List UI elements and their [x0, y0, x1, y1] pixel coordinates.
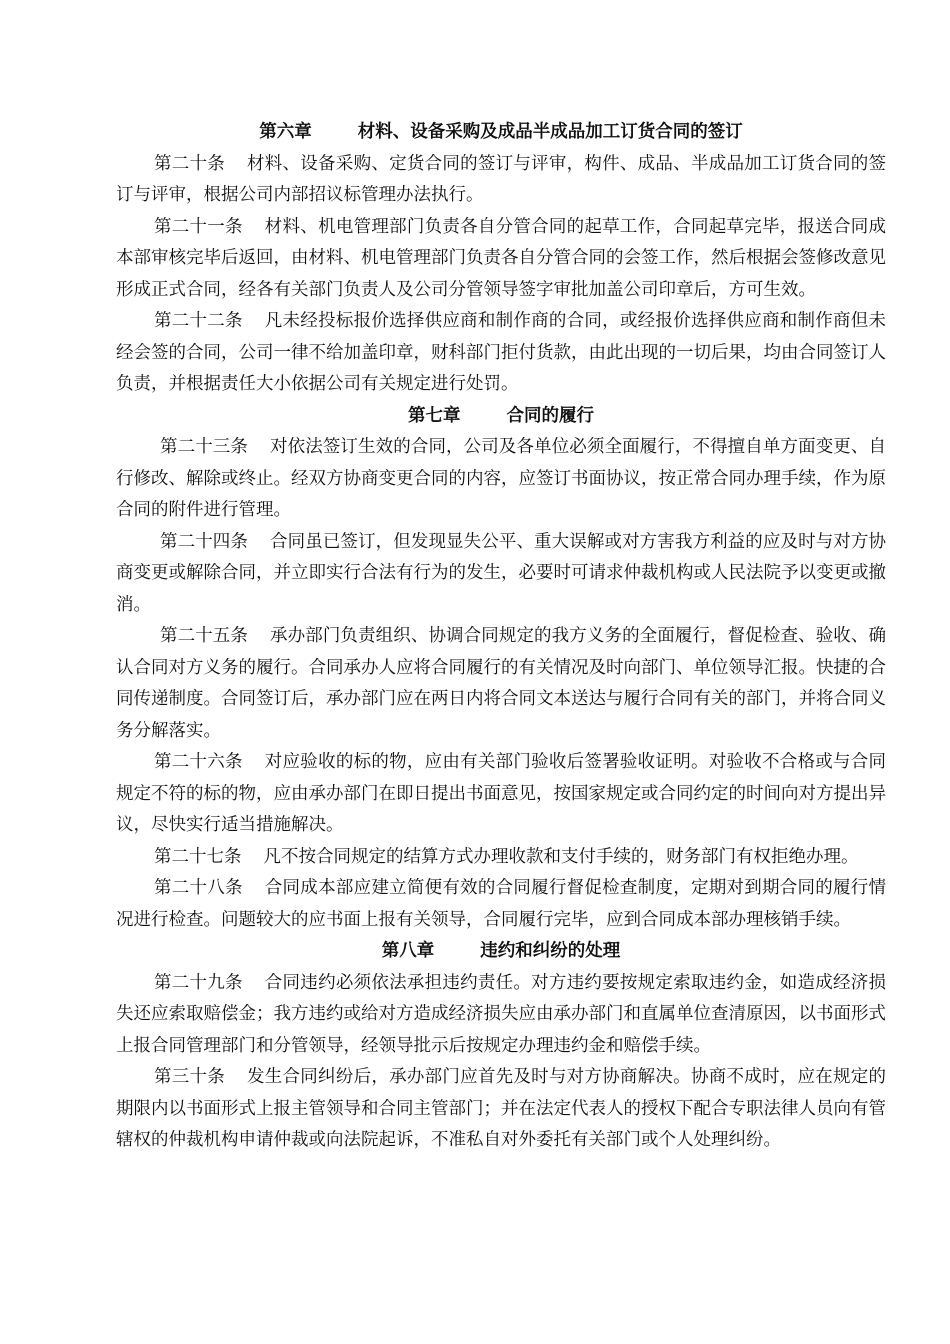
- article-27: [116, 842, 886, 874]
- article-number: 第二十二条: [154, 311, 243, 331]
- article-text: 凡不按合同规定的结算方式办理收款和支付手续的，财务部门有权拒绝办理。: [263, 846, 859, 867]
- chapter-heading-8: [116, 936, 886, 968]
- chapter-heading-7: [116, 401, 886, 433]
- article-22: [116, 306, 886, 401]
- article-number: 第二十七条: [154, 846, 242, 867]
- article-number: 第二十九条: [154, 972, 243, 993]
- article-30: [116, 1062, 886, 1157]
- article-29: [116, 968, 886, 1063]
- chapter-number: 第八章: [381, 941, 435, 961]
- article-number: 第二十五条: [160, 626, 249, 646]
- chapter-heading-6: [116, 117, 886, 149]
- document-page: [116, 117, 886, 1157]
- chapter-title: 合同的履行: [506, 405, 594, 426]
- article-number: 第二十八条: [154, 878, 243, 898]
- article-25: [116, 621, 886, 747]
- article-text: 合同成本部应建立简便有效的合同履行督促检查制度，定期对到期合同的履行情况进行检查。问题较大的应书面上报有关领导，合同履行完毕，应到合同成本部办理核销手续。: [116, 878, 887, 930]
- article-number: 第二十四条: [160, 531, 249, 552]
- article-number: 第二十一条: [154, 216, 243, 237]
- article-text: 凡未经投标报价选择供应商和制作商的合同，或经报价选择供应商和制作商但未经会签的合同，公司一律不给加盖印章，财科部门拒付货款，由此出现的一切后果，均由合同签订人负责，并根据责任大小依据公司有关规定进行处罚。: [116, 311, 887, 394]
- article-text: 材料、机电管理部门负责各自分管合同的起草工作，合同起草完毕，报送合同成本部审核完毕后返回，由材料、机电管理部门负责各自分管合同的会签工作，然后根据会签修改意见形成正式合同，经各有关部门负责人及公司分管领导签字审批加盖公司印章后，方可生效。: [116, 216, 887, 300]
- article-number: 第三十条: [154, 1067, 226, 1087]
- article-text: 发生合同纠纷后，承办部门应首先及时与对方协商解决。协商不成时，应在规定的期限内以书面形式上报主管领导和合同主管部门；并在法定代表人的授权下配合专职法律人员向有管辖权的仲裁机构申请仲裁或向法院起诉，不准私自对外委托有关部门或个人处理纠纷。: [116, 1067, 887, 1150]
- chapter-number: 第七章: [408, 405, 461, 426]
- article-24: [116, 527, 886, 622]
- article-text: 承办部门负责组织、协调合同规定的我方义务的全面履行，督促检查、验收、确认合同对方义务的履行。合同承办人应将合同履行的有关情况及时向部门、单位领导汇报。快捷的合同传递制度。合同签订后，承办部门应在两日内将合同文本送达与履行合同有关的部门，并将合同义务分解落实。: [116, 626, 887, 741]
- chapter-number: 第六章: [259, 122, 312, 142]
- article-text: 合同违约必须依法承担违约责任。对方违约要按规定索取违约金，如造成经济损失还应索取赔偿金；我方违约或给对方造成经济损失应由承办部门和直属单位查清原因，以书面形式上报合同管理部门和分管领导，经领导批示后按规定办理违约金和赔偿手续。: [116, 972, 887, 1056]
- article-28: [116, 873, 886, 936]
- article-23: [116, 432, 886, 527]
- article-text: 合同虽已签订，但发现显失公平、重大误解或对方害我方利益的应及时与对方协商变更或解除合同，并立即实行合法有行为的发生，必要时可请求仲裁机构或人民法院予以变更或撤消。: [116, 531, 887, 615]
- chapter-title: 违约和纠纷的处理: [480, 941, 621, 961]
- article-text: 对依法签订生效的合同，公司及各单位必须全面履行，不得擅自单方面变更、自行修改、解除或终止。经双方协商变更合同的内容，应签订书面协议，按正常合同办理手续，作为原合同的附件进行管理。: [116, 437, 887, 520]
- article-text: 材料、设备采购、定货合同的签订与评审，构件、成品、半成品加工订货合同的签订与评审，根据公司内部招议标管理办法执行。: [116, 153, 887, 205]
- article-number: 第二十三条: [160, 437, 249, 457]
- chapter-title: 材料、设备采购及成品半成品加工订货合同的签订: [357, 122, 743, 142]
- article-21: [116, 212, 886, 307]
- article-text: 对应验收的标的物，应由有关部门验收后签署验收证明。对验收不合格或与合同规定不符的标的物，应由承办部门在即日提出书面意见，按国家规定或合同约定的时间向对方提出异议，尽快实行适当措施解决。: [116, 752, 887, 835]
- article-20: [116, 149, 886, 212]
- article-number: 第二十条: [154, 153, 226, 174]
- article-26: [116, 747, 886, 842]
- article-number: 第二十六条: [154, 752, 243, 772]
